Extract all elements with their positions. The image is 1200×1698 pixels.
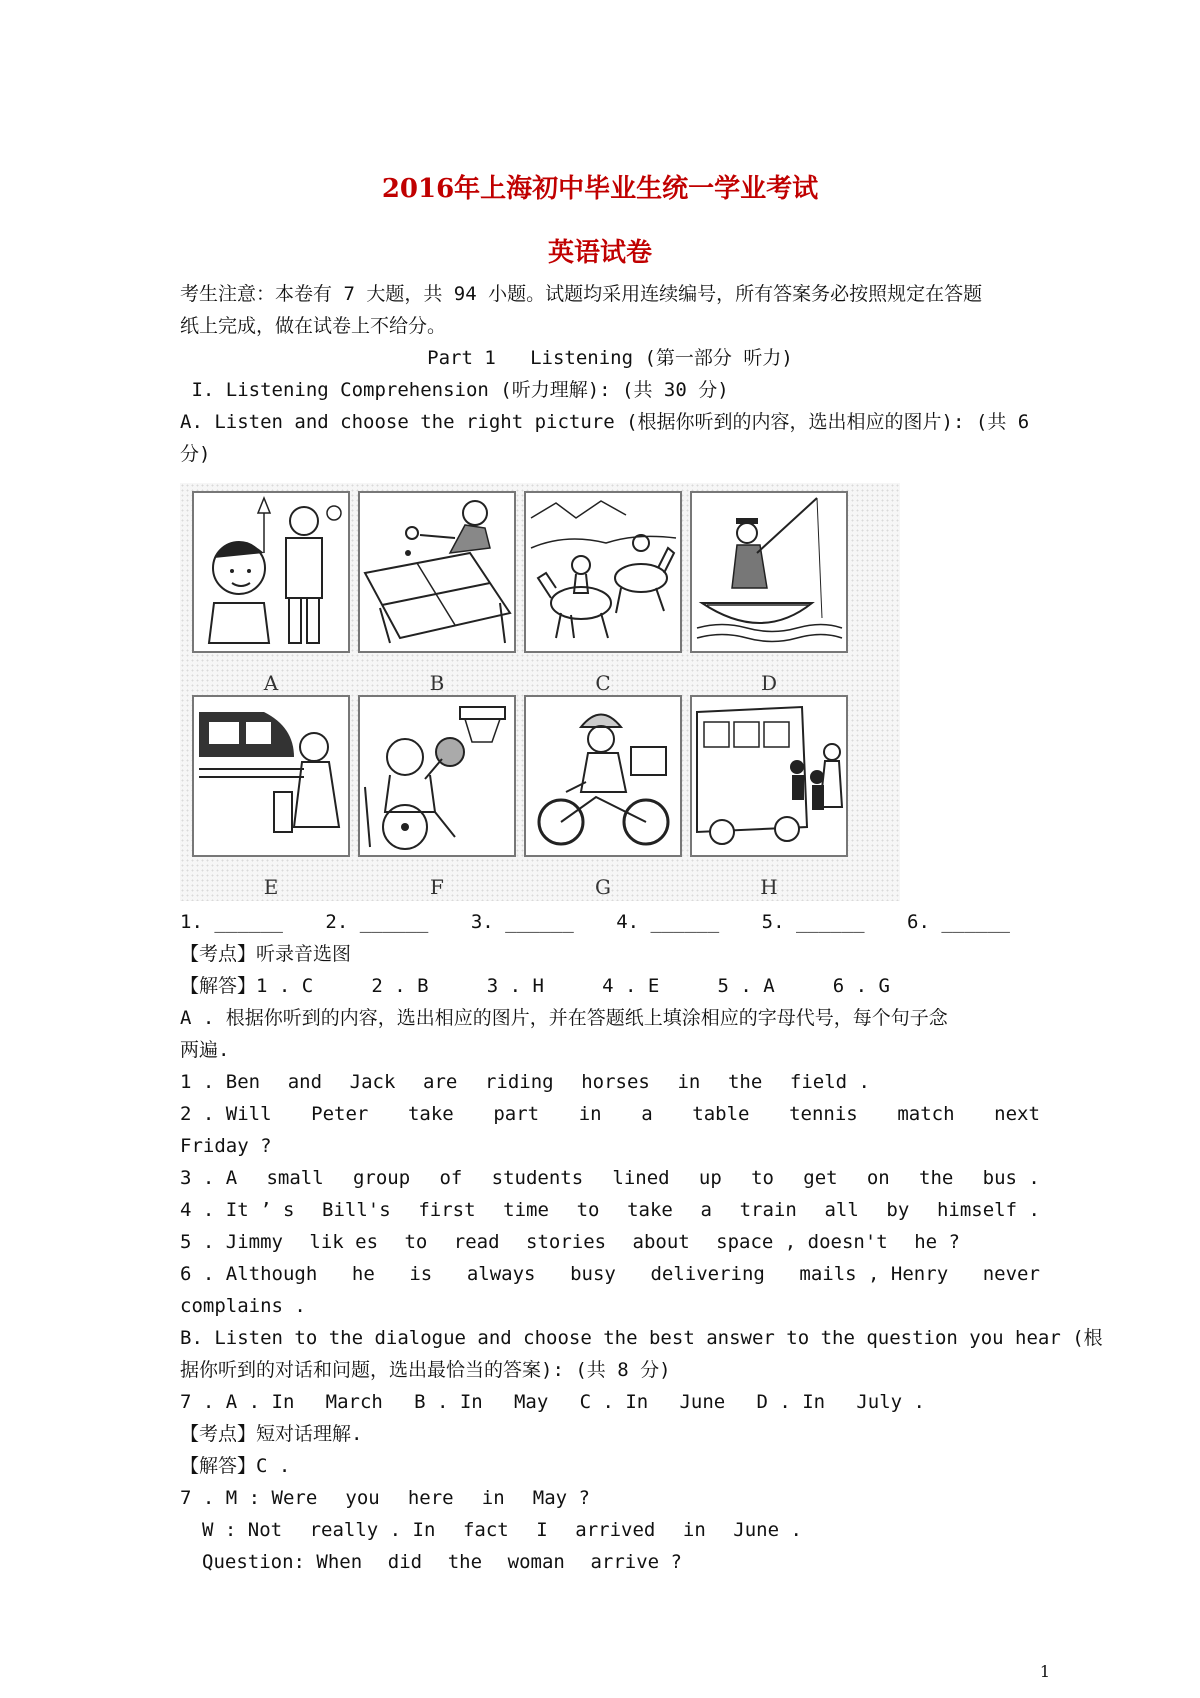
page-subtitle: 英语试卷 [547, 238, 652, 268]
word: all [824, 1199, 859, 1221]
boy-astronaut-picture-icon [192, 491, 350, 653]
blank-2[interactable]: 2. ______ [325, 911, 429, 933]
word: are [423, 1071, 458, 1093]
dialogue-line-3 [202, 1546, 682, 1578]
word: to [576, 1199, 600, 1221]
word: riding [484, 1071, 554, 1093]
option-b[interactable]: B . In [414, 1391, 483, 1413]
picture-label: G [595, 875, 611, 899]
word: table [692, 1103, 750, 1125]
blank-1[interactable]: 1. ______ [180, 911, 283, 933]
word: here [407, 1487, 454, 1509]
word: 1 . Ben [180, 1071, 261, 1093]
option-d-text: July . [856, 1391, 925, 1413]
word: arrived [575, 1519, 656, 1541]
word: always [466, 1263, 536, 1285]
dialogue-line-2 [202, 1514, 802, 1546]
option-c-text: June [679, 1391, 726, 1413]
word: lined [612, 1167, 670, 1189]
word: he [351, 1263, 375, 1285]
word: small [266, 1167, 324, 1189]
picture-f [358, 695, 516, 899]
option-a[interactable]: 7 . A . In [180, 1391, 295, 1413]
word: never [982, 1263, 1040, 1285]
word: by [886, 1199, 910, 1221]
page-title: 2016年上海初中毕业生统一学业考试 [381, 174, 819, 204]
word: Bill's [322, 1199, 391, 1221]
kaodian-1: 【考点】听录音选图 [180, 943, 352, 965]
answer-blanks [180, 906, 1010, 938]
picture-c [524, 491, 682, 695]
notice-line-2: 纸上完成，做在试卷上不给分。 [180, 315, 447, 337]
word: in [578, 1103, 602, 1125]
word: you [345, 1487, 380, 1509]
word: the [919, 1167, 954, 1189]
blank-4[interactable]: 4. ______ [616, 911, 720, 933]
word: get [803, 1167, 838, 1189]
word: delivering [650, 1263, 765, 1285]
picture-label: D [760, 671, 778, 695]
picture-a [192, 491, 350, 695]
dialogue-line-1 [180, 1482, 590, 1514]
section-b-instruction-1: B. Listen to the dialogue and choose the best answer to the question you hear (根 [180, 1327, 1103, 1349]
word: in [481, 1487, 505, 1509]
word: really . In [309, 1519, 436, 1541]
word: himself . [936, 1199, 1040, 1221]
answer-item: 5 . A [717, 975, 775, 997]
word: field . [789, 1071, 870, 1093]
answer-item: 4 . E [602, 975, 660, 997]
picture-label: H [760, 875, 778, 899]
word: Peter [311, 1103, 369, 1125]
word: lik es [309, 1231, 379, 1253]
word: May ? [532, 1487, 590, 1509]
word: time [503, 1199, 549, 1221]
script-line-5 [180, 1226, 960, 1258]
word: in [677, 1071, 701, 1093]
word: 2 . Will [180, 1103, 272, 1125]
blank-5[interactable]: 5. ______ [761, 911, 865, 933]
explain-a-line-1: A . 根据你听到的内容，选出相应的图片，并在答题纸上填涂相应的字母代号，每个句子念 [180, 1007, 948, 1029]
word: busy [570, 1263, 616, 1285]
word: 7 . M : Were [180, 1487, 318, 1509]
word: is [409, 1263, 433, 1285]
picture-g [524, 695, 682, 899]
question-7-options [180, 1386, 925, 1418]
word: mails , Henry [799, 1263, 949, 1285]
word: he ? [914, 1231, 960, 1253]
word: horses [581, 1071, 650, 1093]
word: students [491, 1167, 584, 1189]
script-line-1 [180, 1066, 870, 1098]
picture-h [690, 695, 848, 899]
word: Jack [349, 1071, 396, 1093]
fishing-boat-picture-icon [690, 491, 848, 653]
option-a-text: March [325, 1391, 383, 1413]
train-girl-picture-icon [192, 695, 350, 857]
script-line-4 [180, 1194, 1040, 1226]
picture-label: C [595, 671, 611, 695]
word: a [641, 1103, 653, 1125]
picture-label: A [263, 671, 279, 695]
word: Question: When [202, 1551, 363, 1573]
option-d[interactable]: D . In [756, 1391, 826, 1413]
script-line-3 [180, 1162, 1040, 1194]
word: stories [526, 1231, 607, 1253]
answer-item: 2 . B [371, 975, 429, 997]
word: next [994, 1103, 1040, 1125]
word: space , doesn't [716, 1231, 888, 1253]
word: of [439, 1167, 463, 1189]
picture-grid [180, 483, 900, 901]
part-heading: Part 1 Listening (第一部分 听力) [427, 347, 793, 369]
section-a-instruction-1: A. Listen and choose the right picture (根据你听到的内容，选出相应的图片): (共 6 [180, 411, 1030, 433]
word: fact [462, 1519, 509, 1541]
word: group [352, 1167, 411, 1189]
answer-item: 6 . G [832, 975, 890, 997]
kaodian-2: 【考点】短对话理解. [180, 1423, 363, 1445]
answer-item: 3 . H [486, 975, 544, 997]
word: to [404, 1231, 428, 1253]
picture-b [358, 491, 516, 695]
word: woman [507, 1551, 565, 1573]
section-i-heading: I. Listening Comprehension (听力理解): (共 30 分) [180, 379, 729, 401]
script-line-2 [180, 1098, 1040, 1130]
section-b-instruction-2: 据你听到的对话和问题，选出最恰当的答案): (共 8 分) [180, 1359, 671, 1381]
word: in [682, 1519, 706, 1541]
section-a-instruction-2: 分) [180, 443, 211, 465]
word: train [739, 1199, 797, 1221]
word: June . [733, 1519, 802, 1541]
bus-students-picture-icon [690, 695, 848, 857]
option-b-text: May [513, 1391, 549, 1413]
horse-riding-picture-icon [524, 491, 682, 653]
word: the [447, 1551, 483, 1573]
word: W : Not [202, 1519, 283, 1541]
word: did [387, 1551, 423, 1573]
word: on [866, 1167, 890, 1189]
blank-6[interactable]: 6. ______ [907, 911, 1010, 933]
notice-line-1: 考生注意：本卷有 7 大题，共 94 小题。试题均采用连续编号，所有答案务必按照规定在答题 [180, 283, 983, 305]
wheelchair-basketball-picture-icon [358, 695, 516, 857]
word: about [632, 1231, 690, 1253]
word: tennis [789, 1103, 858, 1125]
jieda-2: 【解答】C . [180, 1455, 291, 1477]
page-number: 1 [1039, 1662, 1050, 1681]
word: 4 . It ’ s [180, 1199, 295, 1221]
option-c[interactable]: C . In [579, 1391, 649, 1413]
picture-d [690, 491, 848, 695]
answer-item: 【解答】1 . C [180, 975, 314, 997]
word: 3 . A [180, 1167, 238, 1189]
word: the [727, 1071, 763, 1093]
jieda-1 [180, 970, 890, 1002]
word: up [698, 1167, 722, 1189]
word: 6 . Although [180, 1263, 318, 1285]
script-line-6 [180, 1258, 1040, 1290]
script-line-2b: Friday ? [180, 1135, 272, 1157]
word: and [287, 1071, 323, 1093]
word: I [536, 1519, 548, 1541]
word: first [418, 1199, 476, 1221]
script-line-6b: complains . [180, 1295, 306, 1317]
picture-e [192, 695, 350, 899]
picture-label: B [429, 671, 445, 695]
word: read [453, 1231, 500, 1253]
word: 5 . Jimmy [180, 1231, 283, 1253]
word: bus . [982, 1167, 1040, 1189]
picture-label: E [263, 875, 279, 899]
blank-3[interactable]: 3. ______ [470, 911, 574, 933]
explain-a-line-2: 两遍. [180, 1039, 230, 1061]
word: to [751, 1167, 774, 1189]
word: take [407, 1103, 454, 1125]
word: a [700, 1199, 712, 1221]
table-tennis-picture-icon [358, 491, 516, 653]
word: arrive ? [590, 1551, 682, 1573]
word: part [493, 1103, 540, 1125]
word: match [897, 1103, 955, 1125]
picture-label: F [430, 875, 444, 899]
motorcycle-delivery-picture-icon [524, 695, 682, 857]
word: take [627, 1199, 673, 1221]
